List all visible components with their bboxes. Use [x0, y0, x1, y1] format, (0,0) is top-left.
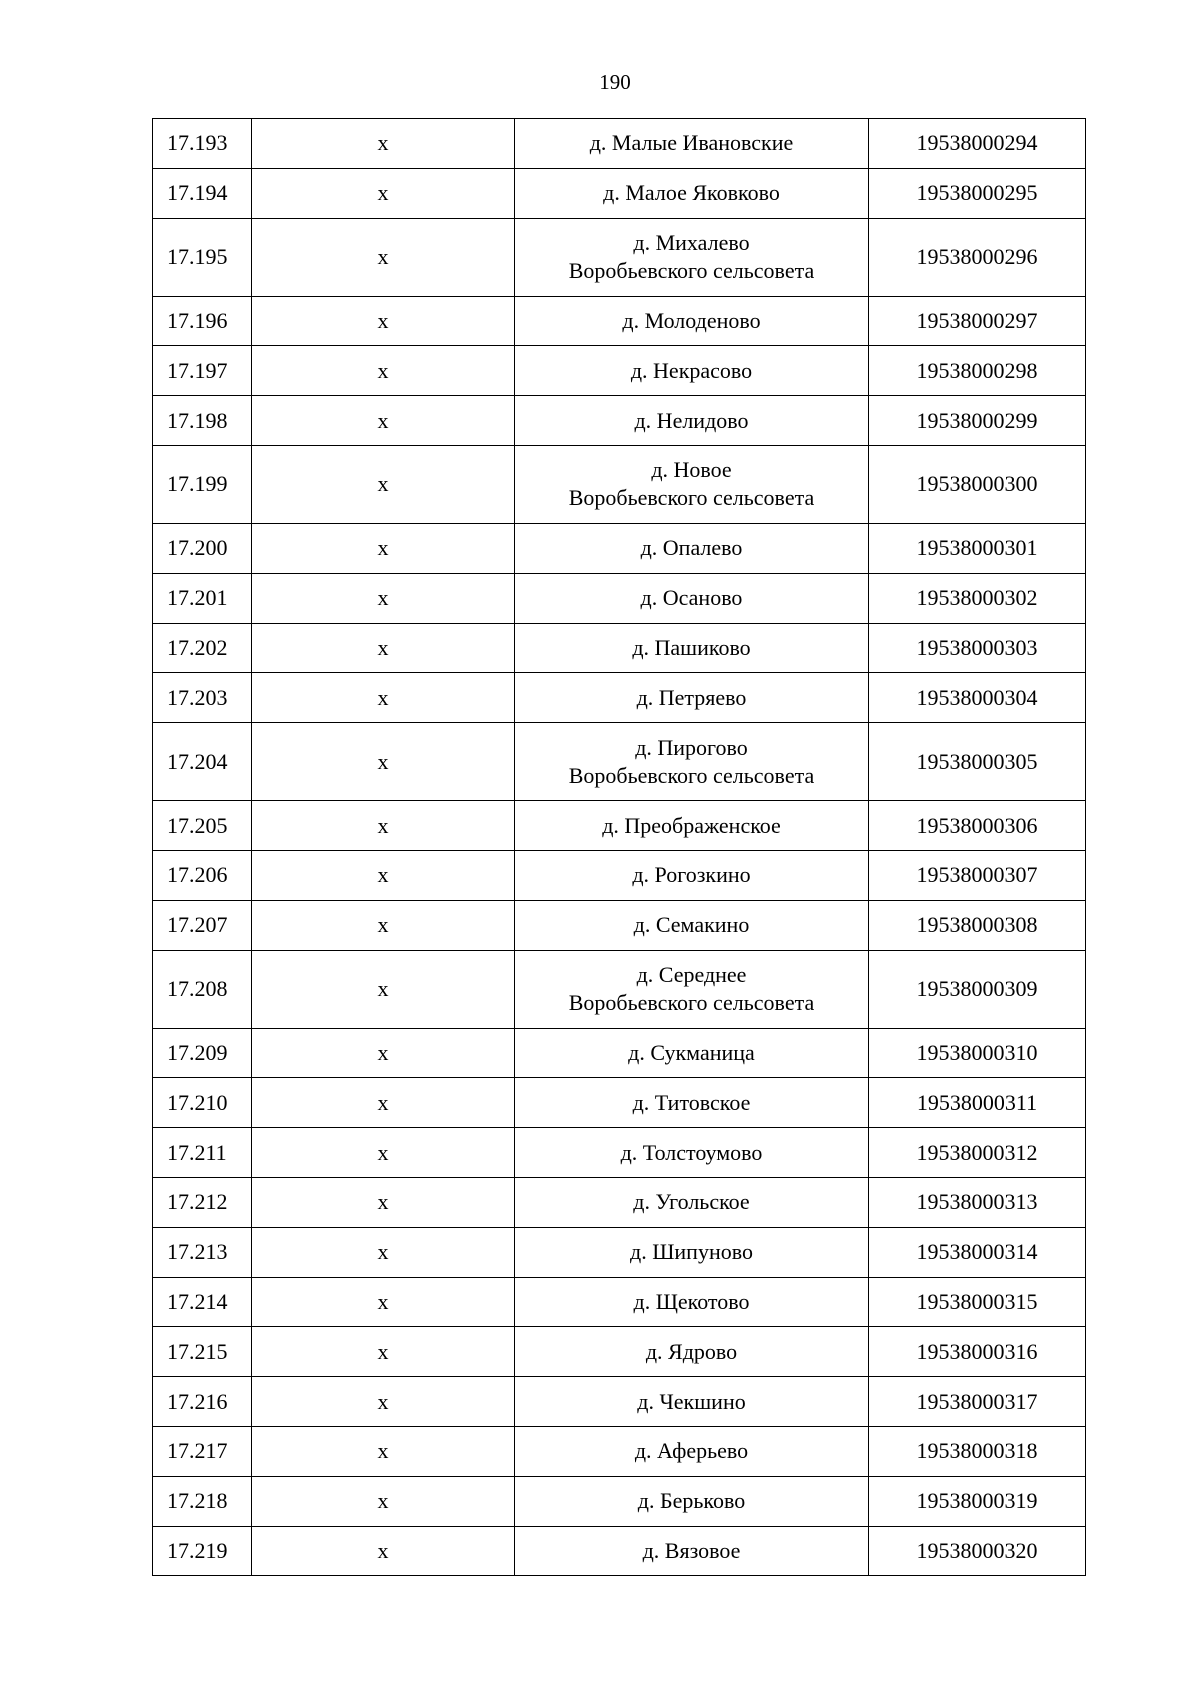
settlement-name-cell: [515, 1128, 869, 1178]
mark-cell: x: [252, 1426, 515, 1476]
table-row: [153, 1177, 1086, 1227]
row-number-cell: 17.200: [153, 523, 252, 573]
okato-code-cell: 19538000295: [869, 168, 1086, 218]
okato-code-cell: 19538000307: [869, 850, 1086, 900]
settlement-name-cell: [515, 723, 869, 801]
settlement-name-cell: [515, 445, 869, 523]
okato-code-cell: 19538000311: [869, 1078, 1086, 1128]
table-row: [153, 1028, 1086, 1078]
settlement-name-cell: [515, 623, 869, 673]
okato-code-cell: 19538000312: [869, 1128, 1086, 1178]
settlement-name-line: д. Малое Яковково: [603, 180, 780, 206]
mark-cell: x: [252, 950, 515, 1028]
okato-code-cell: 19538000320: [869, 1526, 1086, 1576]
table-row: [153, 296, 1086, 346]
table-row: [153, 1227, 1086, 1277]
row-number-cell: 17.204: [153, 723, 252, 801]
mark-cell: x: [252, 1377, 515, 1427]
mark-cell: x: [252, 1028, 515, 1078]
settlement-name-line: д. Пирогово: [635, 734, 748, 760]
okato-code-cell: 19538000305: [869, 723, 1086, 801]
table-row: [153, 1426, 1086, 1476]
row-number-cell: 17.203: [153, 673, 252, 723]
okato-code-cell: 19538000316: [869, 1327, 1086, 1377]
mark-cell: x: [252, 1277, 515, 1327]
table-row: [153, 573, 1086, 623]
row-number-cell: 17.212: [153, 1177, 252, 1227]
settlement-name-line: д. Рогозкино: [632, 862, 751, 888]
table-row: [153, 396, 1086, 446]
okato-code-cell: 19538000317: [869, 1377, 1086, 1427]
mark-cell: x: [252, 623, 515, 673]
settlement-name-line: д. Петряево: [636, 684, 747, 710]
settlement-name-line: д. Толстоумово: [620, 1139, 763, 1165]
table-row: [153, 850, 1086, 900]
settlement-name-cell: [515, 523, 869, 573]
table-row: [153, 1128, 1086, 1178]
settlement-name-line: д. Нелидово: [634, 407, 749, 433]
mark-cell: x: [252, 801, 515, 851]
okato-code-cell: 19538000318: [869, 1426, 1086, 1476]
mark-cell: x: [252, 168, 515, 218]
row-number-cell: 17.210: [153, 1078, 252, 1128]
settlement-name-line: д. Михалево: [633, 230, 750, 256]
row-number-cell: 17.201: [153, 573, 252, 623]
table-row: [153, 346, 1086, 396]
settlement-name-line: Воробьевского сельсовета: [568, 258, 815, 284]
settlement-name-line: д. Середнее: [636, 962, 747, 988]
okato-code-cell: 19538000304: [869, 673, 1086, 723]
settlement-name-line: д. Сукманица: [628, 1039, 755, 1065]
settlement-name-cell: [515, 1327, 869, 1377]
table-row: [153, 1277, 1086, 1327]
mark-cell: x: [252, 673, 515, 723]
settlement-name-line: д. Шипуново: [630, 1239, 753, 1265]
settlement-name-line: д. Угольское: [633, 1189, 750, 1215]
settlement-name-line: д. Вязовое: [642, 1537, 741, 1563]
settlement-name-line: д. Преображенское: [602, 812, 781, 838]
table-row: [153, 623, 1086, 673]
table-row: [153, 950, 1086, 1028]
settlement-name-line: д. Берьково: [637, 1488, 746, 1514]
okato-code-cell: 19538000296: [869, 218, 1086, 296]
settlement-name-cell: [515, 1426, 869, 1476]
okato-code-cell: 19538000313: [869, 1177, 1086, 1227]
mark-cell: x: [252, 119, 515, 169]
settlement-name-line: д. Молоденово: [622, 307, 761, 333]
settlement-name-line: д. Аферьево: [634, 1438, 749, 1464]
row-number-cell: 17.195: [153, 218, 252, 296]
row-number-cell: 17.205: [153, 801, 252, 851]
okato-code-cell: 19538000314: [869, 1227, 1086, 1277]
settlement-name-cell: [515, 296, 869, 346]
okato-code-cell: 19538000300: [869, 445, 1086, 523]
mark-cell: x: [252, 573, 515, 623]
table-row: [153, 218, 1086, 296]
settlement-name-cell: [515, 1227, 869, 1277]
okato-code-cell: 19538000310: [869, 1028, 1086, 1078]
settlement-name-cell: [515, 1526, 869, 1576]
okato-code-cell: 19538000302: [869, 573, 1086, 623]
row-number-cell: 17.209: [153, 1028, 252, 1078]
settlement-name-cell: [515, 168, 869, 218]
okato-code-cell: 19538000319: [869, 1476, 1086, 1526]
row-number-cell: 17.196: [153, 296, 252, 346]
table-body: [153, 119, 1086, 1576]
mark-cell: x: [252, 1227, 515, 1277]
row-number-cell: 17.211: [153, 1128, 252, 1178]
row-number-cell: 17.207: [153, 900, 252, 950]
settlement-name-line: д. Осаново: [640, 585, 743, 611]
settlement-name-line: д. Новое: [651, 457, 732, 483]
row-number-cell: 17.206: [153, 850, 252, 900]
settlement-name-cell: [515, 673, 869, 723]
settlement-name-cell: [515, 119, 869, 169]
table-row: [153, 801, 1086, 851]
settlement-name-cell: [515, 396, 869, 446]
row-number-cell: 17.198: [153, 396, 252, 446]
table-row: [153, 1078, 1086, 1128]
row-number-cell: 17.194: [153, 168, 252, 218]
okato-code-cell: 19538000297: [869, 296, 1086, 346]
okato-code-cell: 19538000299: [869, 396, 1086, 446]
mark-cell: x: [252, 523, 515, 573]
mark-cell: x: [252, 1327, 515, 1377]
okato-code-cell: 19538000315: [869, 1277, 1086, 1327]
settlement-name-cell: [515, 1277, 869, 1327]
okato-code-cell: 19538000294: [869, 119, 1086, 169]
settlement-name-cell: [515, 950, 869, 1028]
mark-cell: x: [252, 900, 515, 950]
table-row: [153, 1327, 1086, 1377]
settlement-name-line: д. Некрасово: [630, 357, 753, 383]
table-row: [153, 900, 1086, 950]
okato-code-cell: 19538000303: [869, 623, 1086, 673]
okato-code-cell: 19538000298: [869, 346, 1086, 396]
settlement-name-line: д. Титовское: [632, 1089, 751, 1115]
row-number-cell: 17.213: [153, 1227, 252, 1277]
mark-cell: x: [252, 1128, 515, 1178]
settlement-name-line: д. Чекшино: [637, 1388, 746, 1414]
table-row: [153, 1377, 1086, 1427]
table-row: [153, 1476, 1086, 1526]
mark-cell: x: [252, 296, 515, 346]
mark-cell: x: [252, 346, 515, 396]
row-number-cell: 17.208: [153, 950, 252, 1028]
mark-cell: x: [252, 1476, 515, 1526]
table-row: [153, 523, 1086, 573]
mark-cell: x: [252, 1078, 515, 1128]
settlement-name-line: д. Опалево: [640, 535, 743, 561]
table-row: [153, 673, 1086, 723]
settlements-table: [152, 118, 1086, 1576]
mark-cell: x: [252, 1526, 515, 1576]
table-row: [153, 168, 1086, 218]
okato-code-cell: 19538000309: [869, 950, 1086, 1028]
mark-cell: x: [252, 850, 515, 900]
settlement-name-line: д. Ядрово: [645, 1338, 738, 1364]
mark-cell: x: [252, 723, 515, 801]
settlement-name-line: д. Пашиково: [632, 634, 751, 660]
table-row: [153, 445, 1086, 523]
row-number-cell: 17.215: [153, 1327, 252, 1377]
settlement-name-cell: [515, 1177, 869, 1227]
settlement-name-line: д. Малые Ивановские: [589, 130, 794, 156]
table-row: [153, 1526, 1086, 1576]
table-row: [153, 119, 1086, 169]
settlement-name-line: д. Щекотово: [633, 1288, 750, 1314]
page-number: 190: [599, 70, 631, 94]
settlement-name-cell: [515, 801, 869, 851]
mark-cell: x: [252, 218, 515, 296]
settlement-name-cell: [515, 1028, 869, 1078]
okato-code-cell: 19538000301: [869, 523, 1086, 573]
settlement-name-cell: [515, 1377, 869, 1427]
row-number-cell: 17.214: [153, 1277, 252, 1327]
settlement-name-line: Воробьевского сельсовета: [568, 990, 815, 1016]
settlement-name-line: д. Семакино: [633, 912, 750, 938]
mark-cell: x: [252, 396, 515, 446]
okato-code-cell: 19538000308: [869, 900, 1086, 950]
settlement-name-cell: [515, 346, 869, 396]
settlement-name-cell: [515, 900, 869, 950]
settlement-name-line: Воробьевского сельсовета: [568, 485, 815, 511]
row-number-cell: 17.219: [153, 1526, 252, 1576]
table-row: [153, 723, 1086, 801]
row-number-cell: 17.199: [153, 445, 252, 523]
okato-code-cell: 19538000306: [869, 801, 1086, 851]
settlement-name-cell: [515, 850, 869, 900]
row-number-cell: 17.193: [153, 119, 252, 169]
mark-cell: x: [252, 1177, 515, 1227]
settlement-name-cell: [515, 218, 869, 296]
mark-cell: x: [252, 445, 515, 523]
row-number-cell: 17.216: [153, 1377, 252, 1427]
settlement-name-cell: [515, 1078, 869, 1128]
row-number-cell: 17.197: [153, 346, 252, 396]
settlement-name-line: Воробьевского сельсовета: [568, 762, 815, 788]
row-number-cell: 17.217: [153, 1426, 252, 1476]
settlement-name-cell: [515, 1476, 869, 1526]
row-number-cell: 17.202: [153, 623, 252, 673]
row-number-cell: 17.218: [153, 1476, 252, 1526]
settlement-name-cell: [515, 573, 869, 623]
